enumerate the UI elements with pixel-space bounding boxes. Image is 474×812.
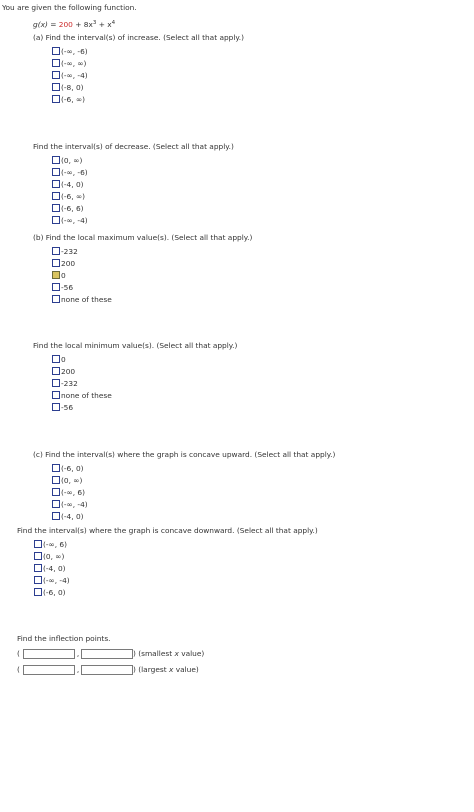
option-label: (-∞, ∞) [61,58,87,68]
option-list [33,45,244,105]
inflection-label [138,665,199,674]
option-label: (0, ∞) [61,475,83,485]
option-label: (-6, 6) [61,203,84,213]
inflection-question: Find the inflection points. [17,634,111,643]
increase-section [33,33,244,105]
quartic-exponent: 4 [111,20,116,26]
option-label: (-6, ∞) [61,94,85,104]
option-item[interactable] [52,281,252,293]
option-label: -56 [61,402,74,412]
concave-down-section [17,526,318,598]
option-checkbox[interactable] [52,355,60,363]
option-item[interactable] [52,245,252,257]
option-label: 0 [61,270,66,280]
option-checkbox[interactable] [52,216,60,224]
open-paren: ( [17,665,20,674]
option-item[interactable] [52,166,234,178]
option-checkbox[interactable] [34,564,42,572]
option-label: (0, ∞) [43,551,65,561]
equals-sign: = [50,20,57,29]
question-text: (b) Find the local maximum value(s). (Select all that apply.) [33,233,253,242]
option-item[interactable] [52,353,237,365]
local-min-section [33,341,237,413]
option-label: -56 [61,282,74,292]
option-checkbox[interactable] [34,588,42,596]
quartic-term: + x [98,20,112,29]
option-checkbox[interactable] [52,192,60,200]
close-paren: ) [133,665,136,674]
option-item[interactable] [34,550,318,562]
option-list [33,462,335,522]
option-item[interactable] [34,574,318,586]
option-label: (-∞, -4) [61,70,88,80]
option-item[interactable] [52,293,252,305]
option-item[interactable] [52,269,252,281]
option-checkbox[interactable] [52,367,60,375]
option-label: (-∞, 6) [61,487,85,497]
inflection-row [17,649,204,665]
option-label: (-8, 0) [61,82,84,92]
option-label: (0, ∞) [61,155,83,165]
question-text: Find the interval(s) of decrease. (Select all that apply.) [33,142,234,151]
option-checkbox[interactable] [52,476,60,484]
comma: , [76,665,80,674]
option-label: 200 [61,258,76,268]
inflection-row [17,665,204,681]
local-max-section [33,233,252,305]
option-checkbox[interactable] [52,259,60,267]
option-item[interactable] [52,462,335,474]
option-label: -232 [61,378,78,388]
option-item[interactable] [52,45,244,57]
option-label: (-6, ∞) [61,191,85,201]
option-checkbox[interactable] [52,156,60,164]
label-suffix: value) [173,665,199,674]
option-item[interactable] [52,154,234,166]
option-item[interactable] [52,474,335,486]
option-list [33,353,237,413]
option-item[interactable] [52,178,234,190]
open-paren: ( [17,649,20,658]
option-checkbox[interactable] [34,576,42,584]
option-label: (-∞, -6) [61,167,88,177]
option-item[interactable] [52,377,237,389]
intro-text: You are given the following function. [2,3,137,12]
label-prefix: (smallest [138,649,175,658]
option-item[interactable] [52,202,234,214]
option-item[interactable] [52,69,244,81]
concave-up-section [33,450,335,522]
option-checkbox[interactable] [52,500,60,508]
option-checkbox[interactable] [52,488,60,496]
inflection-label [138,649,204,658]
option-label: (-4, 0) [61,179,84,189]
option-item[interactable] [52,190,234,202]
option-label: none of these [61,294,112,304]
inflection-y-input[interactable] [81,649,133,659]
option-item[interactable] [52,486,335,498]
option-item[interactable] [34,586,318,598]
option-checkbox[interactable] [52,71,60,79]
option-item[interactable] [34,562,318,574]
option-label: (-∞, 6) [43,539,67,549]
question-text: (c) Find the interval(s) where the graph is concave upward. (Select all that apply.) [33,450,336,459]
option-checkbox[interactable] [52,168,60,176]
option-checkbox[interactable] [52,83,60,91]
option-label: none of these [61,390,112,400]
label-prefix: (largest [138,665,169,674]
option-checkbox[interactable] [52,247,60,255]
option-checkbox[interactable] [52,59,60,67]
option-label: (-∞, -4) [43,575,70,585]
option-checkbox[interactable] [52,512,60,520]
constant-term: 200 [58,20,73,29]
option-item[interactable] [52,498,335,510]
label-suffix: value) [178,649,205,658]
option-label: (-4, 0) [61,511,84,521]
option-checkbox[interactable] [52,391,60,399]
option-label: 200 [61,366,76,376]
option-label: (-∞, -6) [61,46,88,56]
option-label: (-6, 0) [61,463,84,473]
option-list [33,154,234,226]
inflection-y-input[interactable] [81,665,133,675]
option-item[interactable] [34,538,318,550]
option-item[interactable] [52,214,234,226]
option-checkbox[interactable] [52,271,60,279]
option-checkbox[interactable] [34,540,42,548]
option-item[interactable] [52,365,237,377]
question-text: Find the interval(s) where the graph is concave downward. (Select all that apply.) [17,526,318,535]
decrease-section [33,142,234,226]
cubic-exponent: 3 [92,20,97,26]
option-item[interactable] [52,389,237,401]
option-label: (-4, 0) [43,563,66,573]
option-checkbox[interactable] [52,283,60,291]
option-label: -232 [61,246,78,256]
option-checkbox[interactable] [52,379,60,387]
option-checkbox[interactable] [52,403,60,411]
option-checkbox[interactable] [52,180,60,188]
inflection-rows [17,649,204,681]
function-definition [33,20,115,29]
option-item[interactable] [52,257,252,269]
option-checkbox[interactable] [52,295,60,303]
option-label: (-∞, -4) [61,499,88,509]
inflection-x-input[interactable] [23,665,75,675]
option-checkbox[interactable] [52,95,60,103]
inflection-x-input[interactable] [23,649,75,659]
option-checkbox[interactable] [52,464,60,472]
option-item[interactable] [52,93,244,105]
option-checkbox[interactable] [52,204,60,212]
option-checkbox[interactable] [52,47,60,55]
close-paren: ) [133,649,136,658]
label-variable: x [168,665,174,674]
option-label: 0 [61,354,66,364]
option-checkbox[interactable] [34,552,42,560]
option-item[interactable] [52,81,244,93]
option-list [33,245,252,305]
inflection-section [17,634,204,681]
label-variable: x [174,649,179,658]
question-text: (a) Find the interval(s) of increase. (Select all that apply.) [33,33,244,42]
function-name: g(x) [33,20,48,29]
question-text: Find the local minimum value(s). (Select all that apply.) [33,341,238,350]
option-item[interactable] [52,510,335,522]
comma: , [76,649,80,658]
option-item[interactable] [52,57,244,69]
option-item[interactable] [52,401,237,413]
option-label: (-6, 0) [43,587,66,597]
option-label: (-∞, -4) [61,215,88,225]
option-list [17,538,318,598]
cubic-term: + 8x [75,20,93,29]
